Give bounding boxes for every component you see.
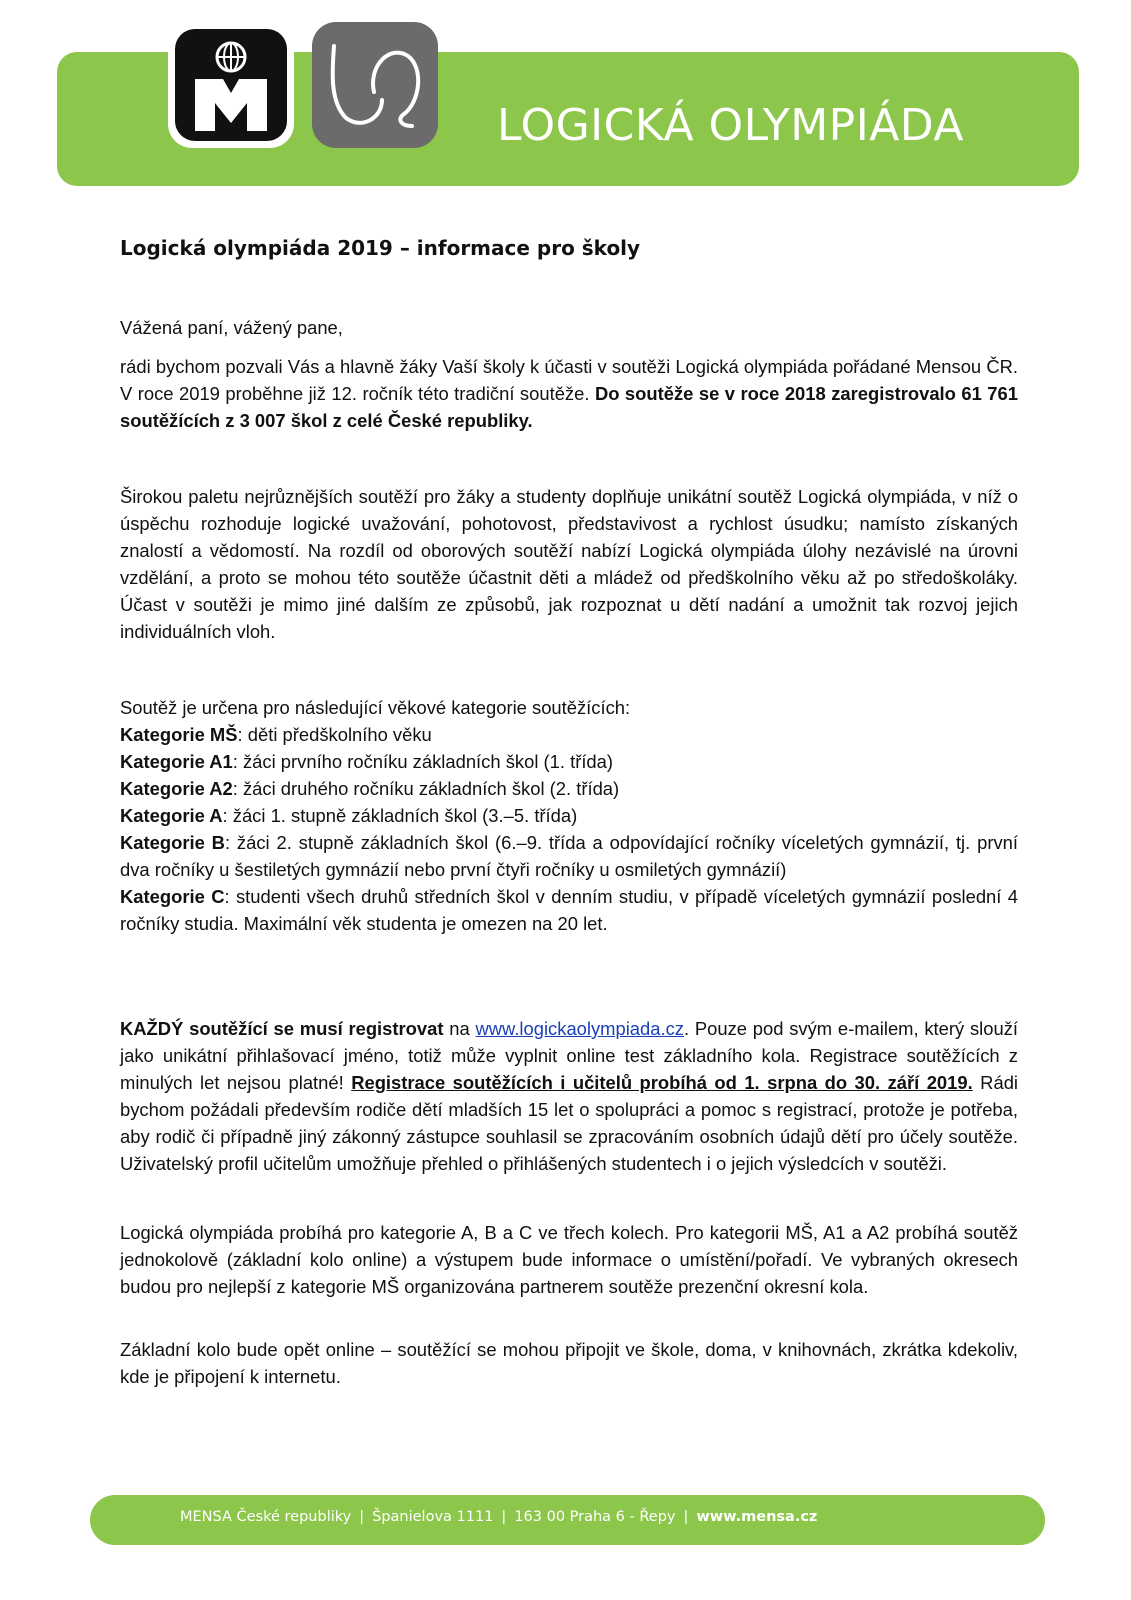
category-desc: : žáci prvního ročníku základních škol (1. třída) bbox=[232, 751, 614, 772]
footer-separator: | bbox=[683, 1509, 689, 1525]
olympiad-website-link[interactable]: www.logickaolympiada.cz bbox=[475, 1018, 684, 1039]
category-name: Kategorie A bbox=[120, 805, 223, 826]
category-a2 bbox=[120, 775, 1018, 802]
greeting: Vážená paní, vážený pane, bbox=[120, 317, 343, 338]
footer-website[interactable]: www.mensa.cz bbox=[696, 1509, 818, 1525]
category-ms bbox=[120, 721, 1018, 748]
page-title: Logická olympiáda 2019 – informace pro školy bbox=[120, 236, 641, 260]
category-a1 bbox=[120, 748, 1018, 775]
mensa-logo bbox=[168, 22, 294, 148]
lo-logo bbox=[312, 22, 438, 148]
registration-text-1: na bbox=[443, 1018, 476, 1039]
registration-paragraph bbox=[120, 1015, 1018, 1177]
description-paragraph: Širokou paletu nejrůznějších soutěží pro žáky a studenty doplňuje unikátní soutěž Logická olympiáda, v níž o úspěchu rozhoduje logické uvažování, pohotovost, představivost a rychlost úsudku; namísto získaných znalostí a vědomostí. Na rozdíl od oborových soutěží nabízí Logická olympiáda úlohy nezávislé na úrovni vzdělání, a proto se mohou této soutěže účastnit děti a mládež od předškolního věku až po středoškoláky. Účast v soutěži je mimo jiné dalším ze způsobů, jak rozpoznat u dětí nadání a umožnit tak rozvoj jejich individuálních vloh. bbox=[120, 486, 1018, 642]
footer-contact bbox=[180, 1509, 880, 1525]
footer-separator: | bbox=[501, 1509, 507, 1525]
intro-text: rádi bychom pozvali Vás a hlavně žáky Vaší školy k účasti v soutěži Logická olympiáda pořádané Mensou ČR. V roce 2019 proběhne již 12. ročník této tradiční soutěže. bbox=[120, 356, 1018, 404]
intro-bold: Do soutěže se v roce 2018 zaregistrovalo 61 761 soutěžících z 3 007 škol z celé České republiky. bbox=[120, 383, 1018, 431]
categories-section bbox=[120, 694, 1018, 937]
registration-text-2: . Pouze pod svým e-mailem, který slouží jako unikátní přihlašovací jméno, totiž může vyplnit online test základního kola. Registrace soutěžících z minulých let nejsou platné! bbox=[120, 1018, 1019, 1093]
footer-city: 163 00 Praha 6 - Řepy bbox=[514, 1509, 676, 1525]
category-a bbox=[120, 802, 1018, 829]
registration-bold: KAŽDÝ soutěžící se musí registrovat bbox=[120, 1018, 444, 1039]
category-name: Kategorie C bbox=[120, 886, 225, 907]
category-name: Kategorie A2 bbox=[120, 778, 233, 799]
footer-separator: | bbox=[359, 1509, 365, 1525]
category-desc: : studenti všech druhů středních škol v denním studiu, v případě víceletých gymnázií poslední 4 ročníky studia. Maximální věk studenta je omezen na 20 let. bbox=[120, 886, 1018, 934]
category-name: Kategorie MŠ bbox=[120, 724, 238, 745]
registration-text-3: Rádi bychom požádali především rodiče dětí mladších 15 let o spolupráci a pomoc s registrací, protože je potřeba, aby rodič či případně jiný zákonný zástupce souhlasil se zpracováním osobních údajů dětí pro účely soutěže. Uživatelský profil učitelům umožňuje přehled o přihlášených studentech i o jejich výsledcích v soutěži. bbox=[120, 1072, 1019, 1174]
rounds-paragraph: Logická olympiáda probíhá pro kategorie A, B a C ve třech kolech. Pro kategorii MŠ, A1 a A2 probíhá soutěž jednokolově (základní kolo online) a výstupem bude informace o umístění/pořadí. Ve vybraných okresech budou pro nejlepší z kategorie MŠ organizována partnerem soutěže prezenční okresní kola. bbox=[120, 1222, 1018, 1297]
header-title: LOGICKÁ OLYMPIÁDA bbox=[497, 100, 964, 151]
categories-intro: Soutěž je určena pro následující věkové kategorie soutěžících: bbox=[120, 697, 631, 718]
category-desc: : žáci 2. stupně základních škol (6.–9. třída a odpovídající ročníky víceletých gymnázií, tj. první dva ročníky u šestiletých gymnázií nebo první čtyři ročníky u osmiletých gymnázií) bbox=[120, 832, 1018, 880]
category-desc: : žáci 1. stupně základních škol (3.–5. třída) bbox=[222, 805, 578, 826]
category-desc: : žáci druhého ročníku základních škol (2. třída) bbox=[232, 778, 620, 799]
intro-paragraph bbox=[120, 353, 1018, 434]
category-name: Kategorie B bbox=[120, 832, 225, 853]
category-b bbox=[120, 829, 1018, 883]
footer-org: MENSA České republiky bbox=[180, 1509, 352, 1525]
category-desc: : děti předškolního věku bbox=[237, 724, 432, 745]
category-c bbox=[120, 883, 1018, 937]
category-name: Kategorie A1 bbox=[120, 751, 233, 772]
registration-dates: Registrace soutěžících i učitelů probíhá od 1. srpna do 30. září 2019. bbox=[351, 1072, 973, 1093]
footer-street: Španielova 1111 bbox=[372, 1509, 494, 1525]
online-paragraph: Základní kolo bude opět online – soutěžící se mohou připojit ve škole, doma, v knihovnách, zkrátka kdekoliv, kde je připojení k internetu. bbox=[120, 1339, 1018, 1387]
